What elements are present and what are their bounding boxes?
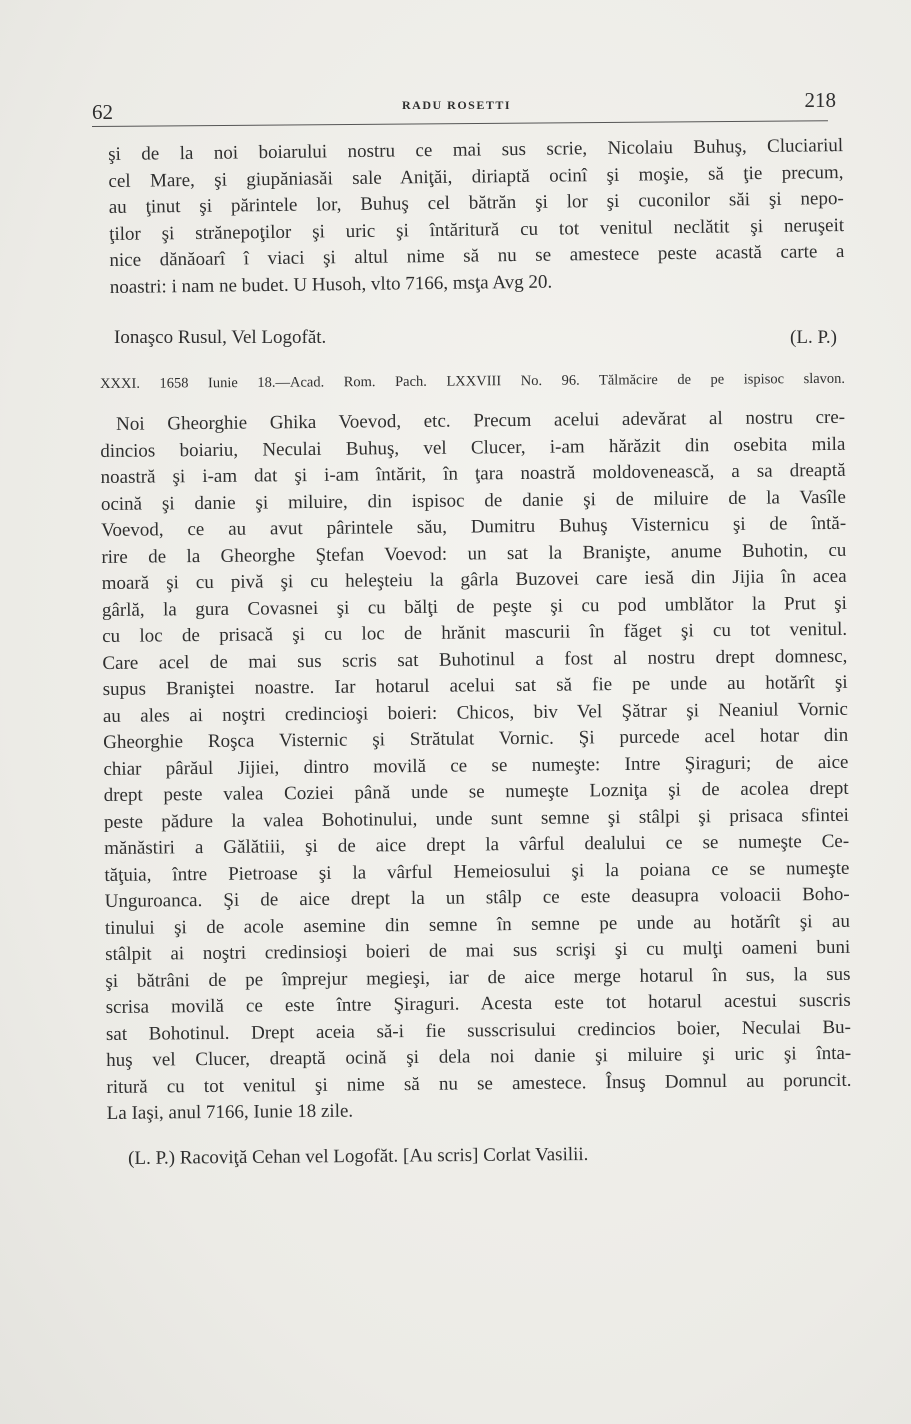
text-line: au ales ai noştri credincioşi boieri: Chicos, biv Vel Şătrar şi Neaniul Vornic — [102, 698, 848, 727]
text-line: drept peste valea Coziei până unde se numeşte Lozniţa şi de acolea drept — [103, 777, 849, 806]
document-heading: XXXI. 1658 Iunie 18.—Acad. Rom. Pach. LXXVIII No. 96. Tălmăcire de pe ispisoc slavon. — [100, 370, 846, 392]
text-line: chiar pârăul Jijiei, dintro movilă ce se numeşte: Intre Şiraguri; de aice — [103, 751, 849, 780]
text-line: Gheorghie Roşca Visternic şi Strătulat Vornic. Şi purcede acel hotar din — [103, 724, 849, 753]
header-rule — [92, 120, 828, 127]
text-line: nice dănăoarî î viaci şi altul nime să nu se amestece peste acastă carte a — [109, 241, 845, 271]
final-signature: (L. P.) Racoviţă Cehan vel Logofăt. [Au scris] Corlat Vasilii. — [128, 1143, 589, 1169]
seal-mark: (L. P.) — [790, 327, 837, 348]
text-line: gârlă, la gura Covasnei şi cu bălţi de peşte şi cu pod umblător la Prut şi — [101, 592, 847, 621]
text-line: şi bătrâni de pe împrejur megieşi, iar de aice merge hotarul în sus, la sus — [105, 963, 851, 992]
text-line: dincios boiariu, Neculai Buhuş, vel Clucer, i-am hărăzit din osebita mila — [100, 433, 846, 462]
text-line: cu loc de prisacă şi cu loc de hrănit mascurii în făget şi cu tot venitul. — [102, 618, 848, 647]
text-line: tinului şi de acole asemine din semne în semne pe unde au hotărît şi au — [104, 910, 851, 939]
text-line: rire de la Gheorghe Ştefan Voevod: un sat la Branişte, anume Buhotin, cu — [101, 539, 847, 568]
text-line: Voevod, ce au avut pârintele său, Dumitru Buhuş Visternicu şi de întă- — [101, 512, 847, 541]
text-line: Noi Gheorghie Ghika Voevod, etc. Precum acelui adevărat al nostru cre- — [116, 406, 846, 435]
text-line: tăţuia, între Pietroase şi la vârful Hemeiosului şi la poiana ce se numeşte — [104, 857, 850, 886]
right-page-number: 218 — [804, 88, 836, 112]
text-line: peste pădure la valea Bohotinului, unde sunt semne şi stâlpi şi prisaca sfintei — [103, 804, 850, 833]
text-line: ocină şi danie şi miluire, din ispisoc de danie şi de miluire de la Vasîle — [100, 486, 846, 515]
text-line: La Iaşi, anul 7166, Iunie 18 zile. — [106, 1100, 354, 1124]
page-header — [92, 88, 844, 128]
text-line: moară şi cu pivă şi cu heleşteiu la gârla Buzovei care iesă din Jijia în acea — [101, 565, 847, 594]
text-line: Care acel de mai sus scris sat Buhotinul a fost al nostru drept domnesc, — [102, 645, 848, 674]
text-line: stâlpit ai noştri credinsioşi boieri de mai sus scrişi şi cu mulţi oameni buni — [105, 936, 851, 965]
text-line: ritură cu tot venitul şi nime să nu se amestece. Însuş Domnul au poruncit. — [106, 1069, 852, 1098]
text-line: au ţinut şi părintele lor, Buhuş cel bătrăn şi lor şi cuconilor săi şi nepo- — [108, 188, 844, 218]
left-page-number: 62 — [92, 100, 113, 124]
text-line: sat Bohotinul. Drept aceia să-i fie susscrisului credincios boier, Neculai Bu- — [105, 1016, 852, 1045]
section-2-text — [100, 405, 852, 1128]
section-1-text — [108, 133, 845, 301]
text-line: noastră şi i-am dat şi i-am întărit, în ţara noastră moldovenească, a sa dreaptă — [100, 459, 846, 488]
running-title: RADU ROSETTI — [402, 98, 512, 112]
text-line: ţilor şi strănepoţilor şi uric şi întăritură cu tot venitul neclătit şi neruşeit — [108, 214, 845, 245]
text-line: huş vel Clucer, dreaptă ocină şi dela noi danie şi miluire şi uric şi înta- — [106, 1042, 852, 1071]
text-line: cel Mare, şi giupăniasăi sale Aniţăi, diriaptă ocinî şi moşie, să ţie precum, — [108, 161, 844, 192]
text-line: noastri: i nam ne budet. U Husoh, vlto 7166, msţa Avg 20. — [109, 271, 553, 298]
text-line: şi de la noi boiarului nostru ce mai sus scrie, Nicolaiu Buhuş, Cluciariul — [108, 135, 844, 165]
signature-1-text: Ionaşco Rusul, Vel Logofăt. — [114, 327, 327, 348]
text-line: Unguroanca. Şi de aice drept la un stâlp ce este deasupra voloacii Boho- — [104, 883, 850, 912]
signature-1 — [114, 327, 849, 349]
text-line: supus Braniştei noastre. Iar hotarul acelui sat să fie pe unde au hotărît şi — [102, 671, 848, 700]
text-line: scrisa movilă ce este între Şiraguri. Acesta este tot hotarul acestui suscris — [105, 989, 851, 1018]
text-line: mănăstiri a Gălătiii, şi de aice drept la vârful dealului ce se numeşte Ce- — [104, 830, 850, 859]
